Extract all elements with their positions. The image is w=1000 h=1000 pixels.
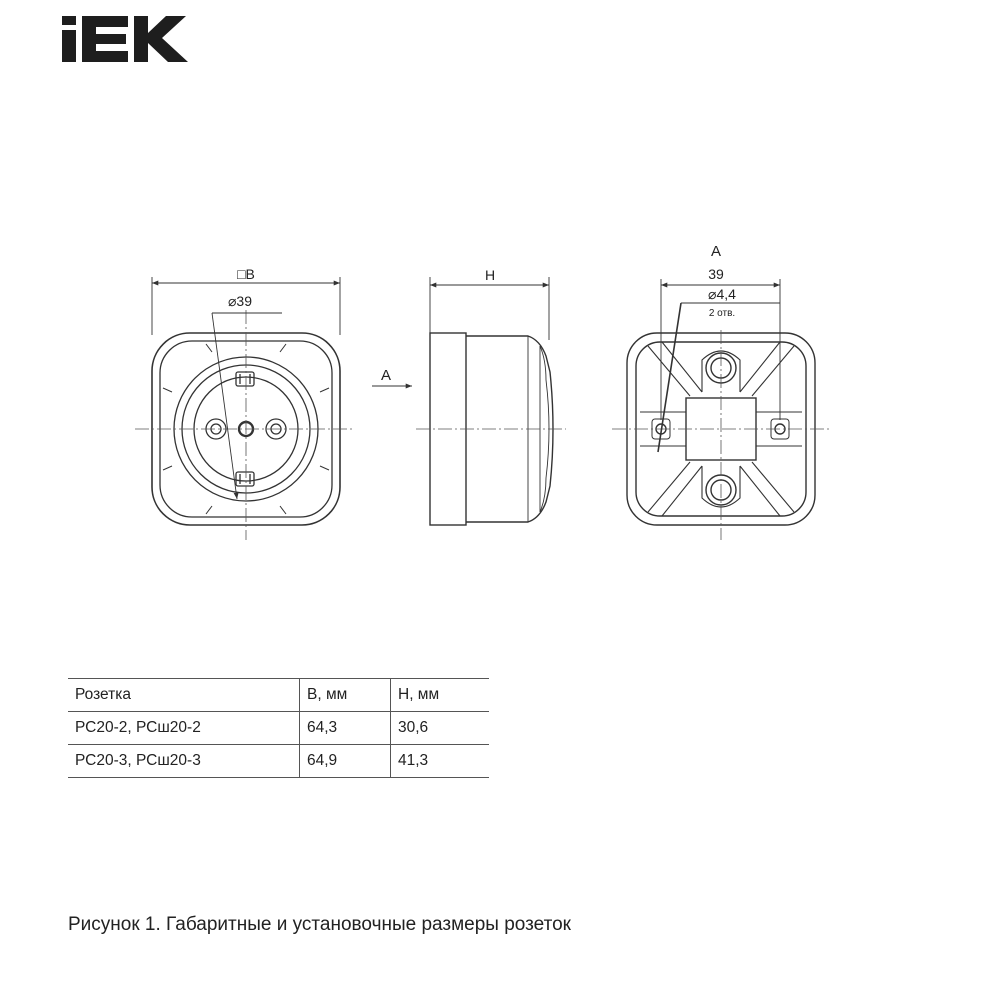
header-h: Н, мм	[398, 686, 440, 703]
hole-diameter-label: ⌀4,4	[708, 286, 736, 302]
header-b: В, мм	[300, 679, 391, 712]
height-label: H	[484, 267, 496, 283]
cell-h: 41,3	[398, 752, 429, 769]
cell-model: РС20-2, РСш20-2	[68, 712, 300, 745]
view-a-title: A	[710, 243, 722, 260]
width-label: □B	[237, 266, 255, 282]
diameter-label: ⌀39	[227, 293, 253, 309]
dimensions-table	[68, 678, 489, 778]
table-row	[68, 712, 489, 745]
cell-b: 64,3	[300, 712, 391, 745]
header-socket: Розетка	[68, 679, 300, 712]
table-row	[68, 745, 489, 778]
cell-b: 64,9	[300, 745, 391, 778]
table-header-row	[68, 679, 489, 712]
hole-spacing-label: 39	[708, 266, 724, 282]
figure-caption: Рисунок 1. Габаритные и установочные размеры розеток	[68, 914, 571, 935]
cell-h: 30,6	[398, 719, 429, 736]
view-arrow-label: A	[380, 367, 392, 384]
cell-model: РС20-3, РСш20-3	[68, 745, 300, 778]
hole-count-label: 2 отв.	[708, 308, 736, 319]
